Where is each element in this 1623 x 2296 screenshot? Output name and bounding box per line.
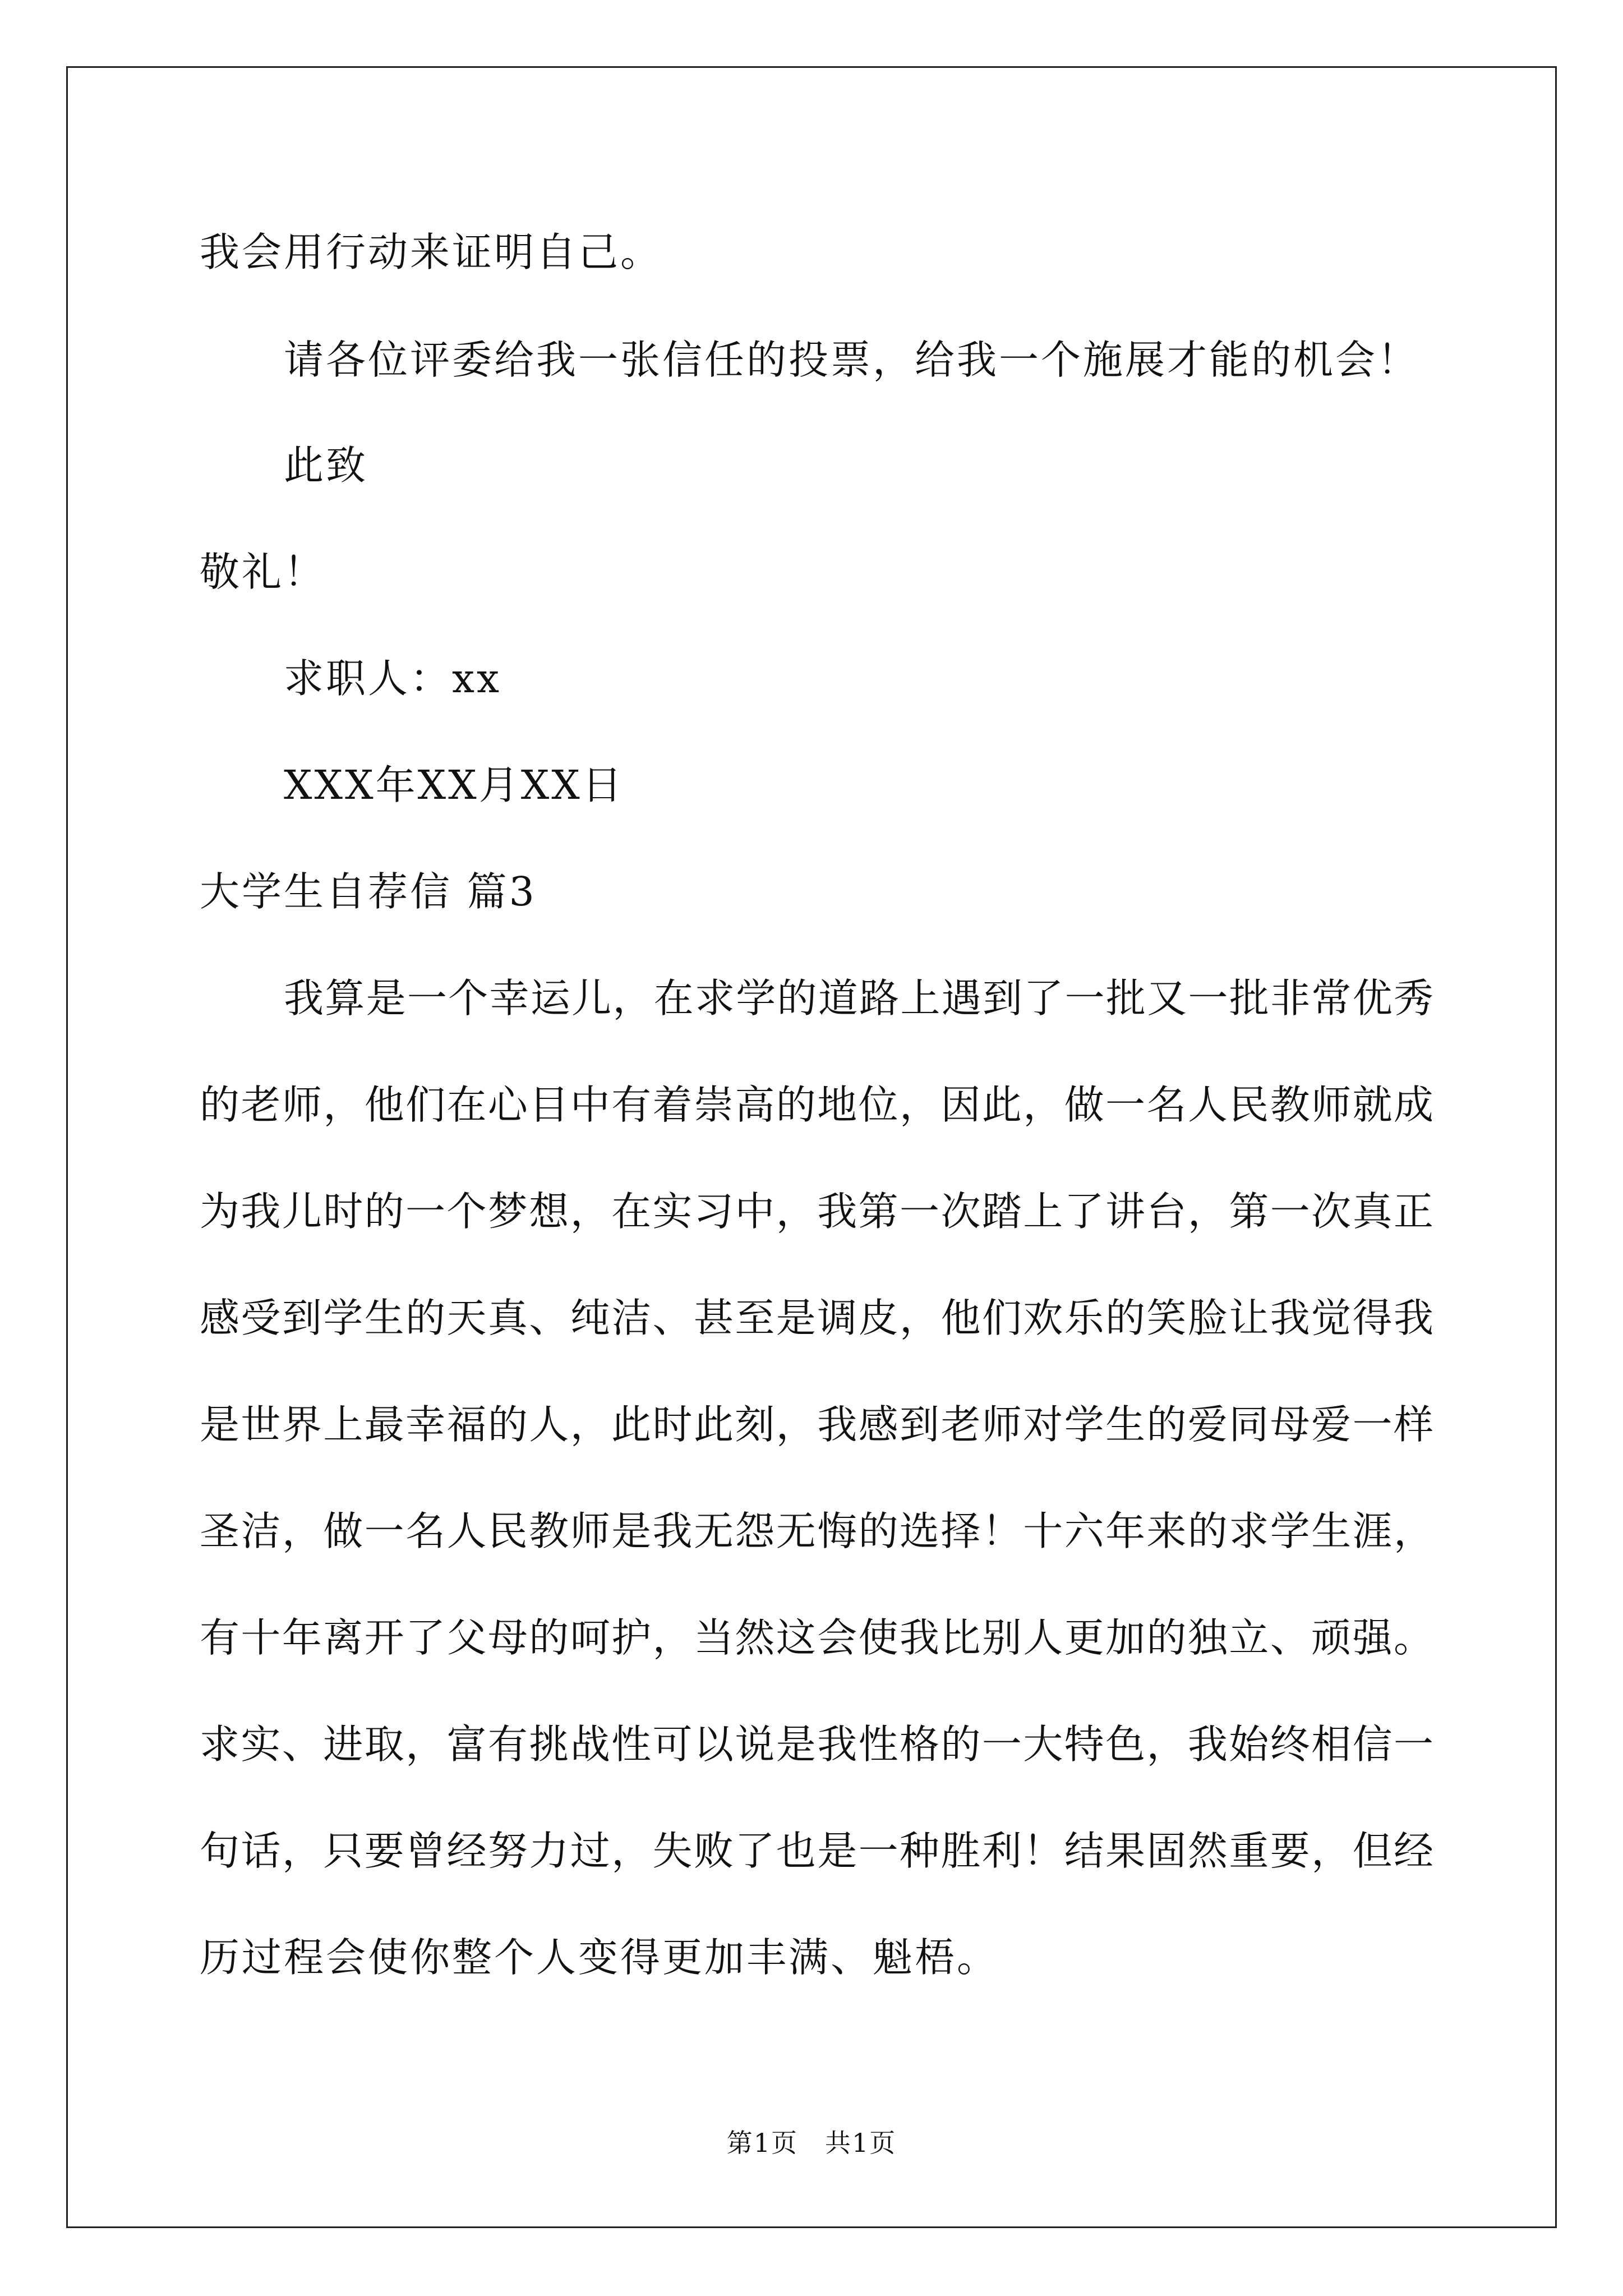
paragraph-line: 句话，只要曾经努力过，失败了也是一种胜利！结果固然重要，但经 bbox=[200, 1828, 1433, 1874]
page-frame bbox=[66, 66, 1557, 2228]
paragraph-line: 我算是一个幸运儿，在求学的道路上遇到了一批又一批非常优秀 bbox=[284, 975, 1433, 1022]
text-line-salutation: 此致 bbox=[284, 442, 368, 489]
paragraph-line: 圣洁，做一名人民教师是我无怨无悔的选择！十六年来的求学生涯， bbox=[200, 1508, 1433, 1554]
paragraph-line: 是世界上最幸福的人，此时此刻，我感到老师对学生的爱同母爱一样 bbox=[200, 1401, 1433, 1448]
paragraph-line: 为我儿时的一个梦想，在实习中，我第一次踏上了讲台，第一次真正 bbox=[200, 1188, 1433, 1235]
paragraph-line: 有十年离开了父母的呵护，当然这会使我比别人更加的独立、顽强。 bbox=[200, 1614, 1433, 1661]
paragraph-line: 求实、进取，富有挑战性可以说是我性格的一大特色，我始终相信一 bbox=[200, 1721, 1433, 1768]
section-heading: 大学生自荐信 篇3 bbox=[200, 868, 537, 915]
text-line-closing-sentence: 我会用行动来证明自己。 bbox=[200, 229, 663, 275]
text-line-applicant: 求职人：xx bbox=[284, 655, 502, 702]
page-number-footer: 第1页 共1页 bbox=[726, 2128, 897, 2158]
text-line-date: XXX年XX月XX日 bbox=[284, 762, 624, 808]
paragraph-line: 的老师，他们在心目中有着崇高的地位，因此，做一名人民教师就成 bbox=[200, 1082, 1433, 1128]
text-line-regards: 敬礼！ bbox=[200, 549, 326, 595]
text-line-request: 请各位评委给我一张信任的投票，给我一个施展才能的机会！ bbox=[284, 337, 1420, 383]
paragraph-line: 历过程会使你整个人变得更加丰满、魁梧。 bbox=[200, 1934, 999, 1981]
paragraph-line: 感受到学生的天真、纯洁、甚至是调皮，他们欢乐的笑脸让我觉得我 bbox=[200, 1295, 1433, 1341]
